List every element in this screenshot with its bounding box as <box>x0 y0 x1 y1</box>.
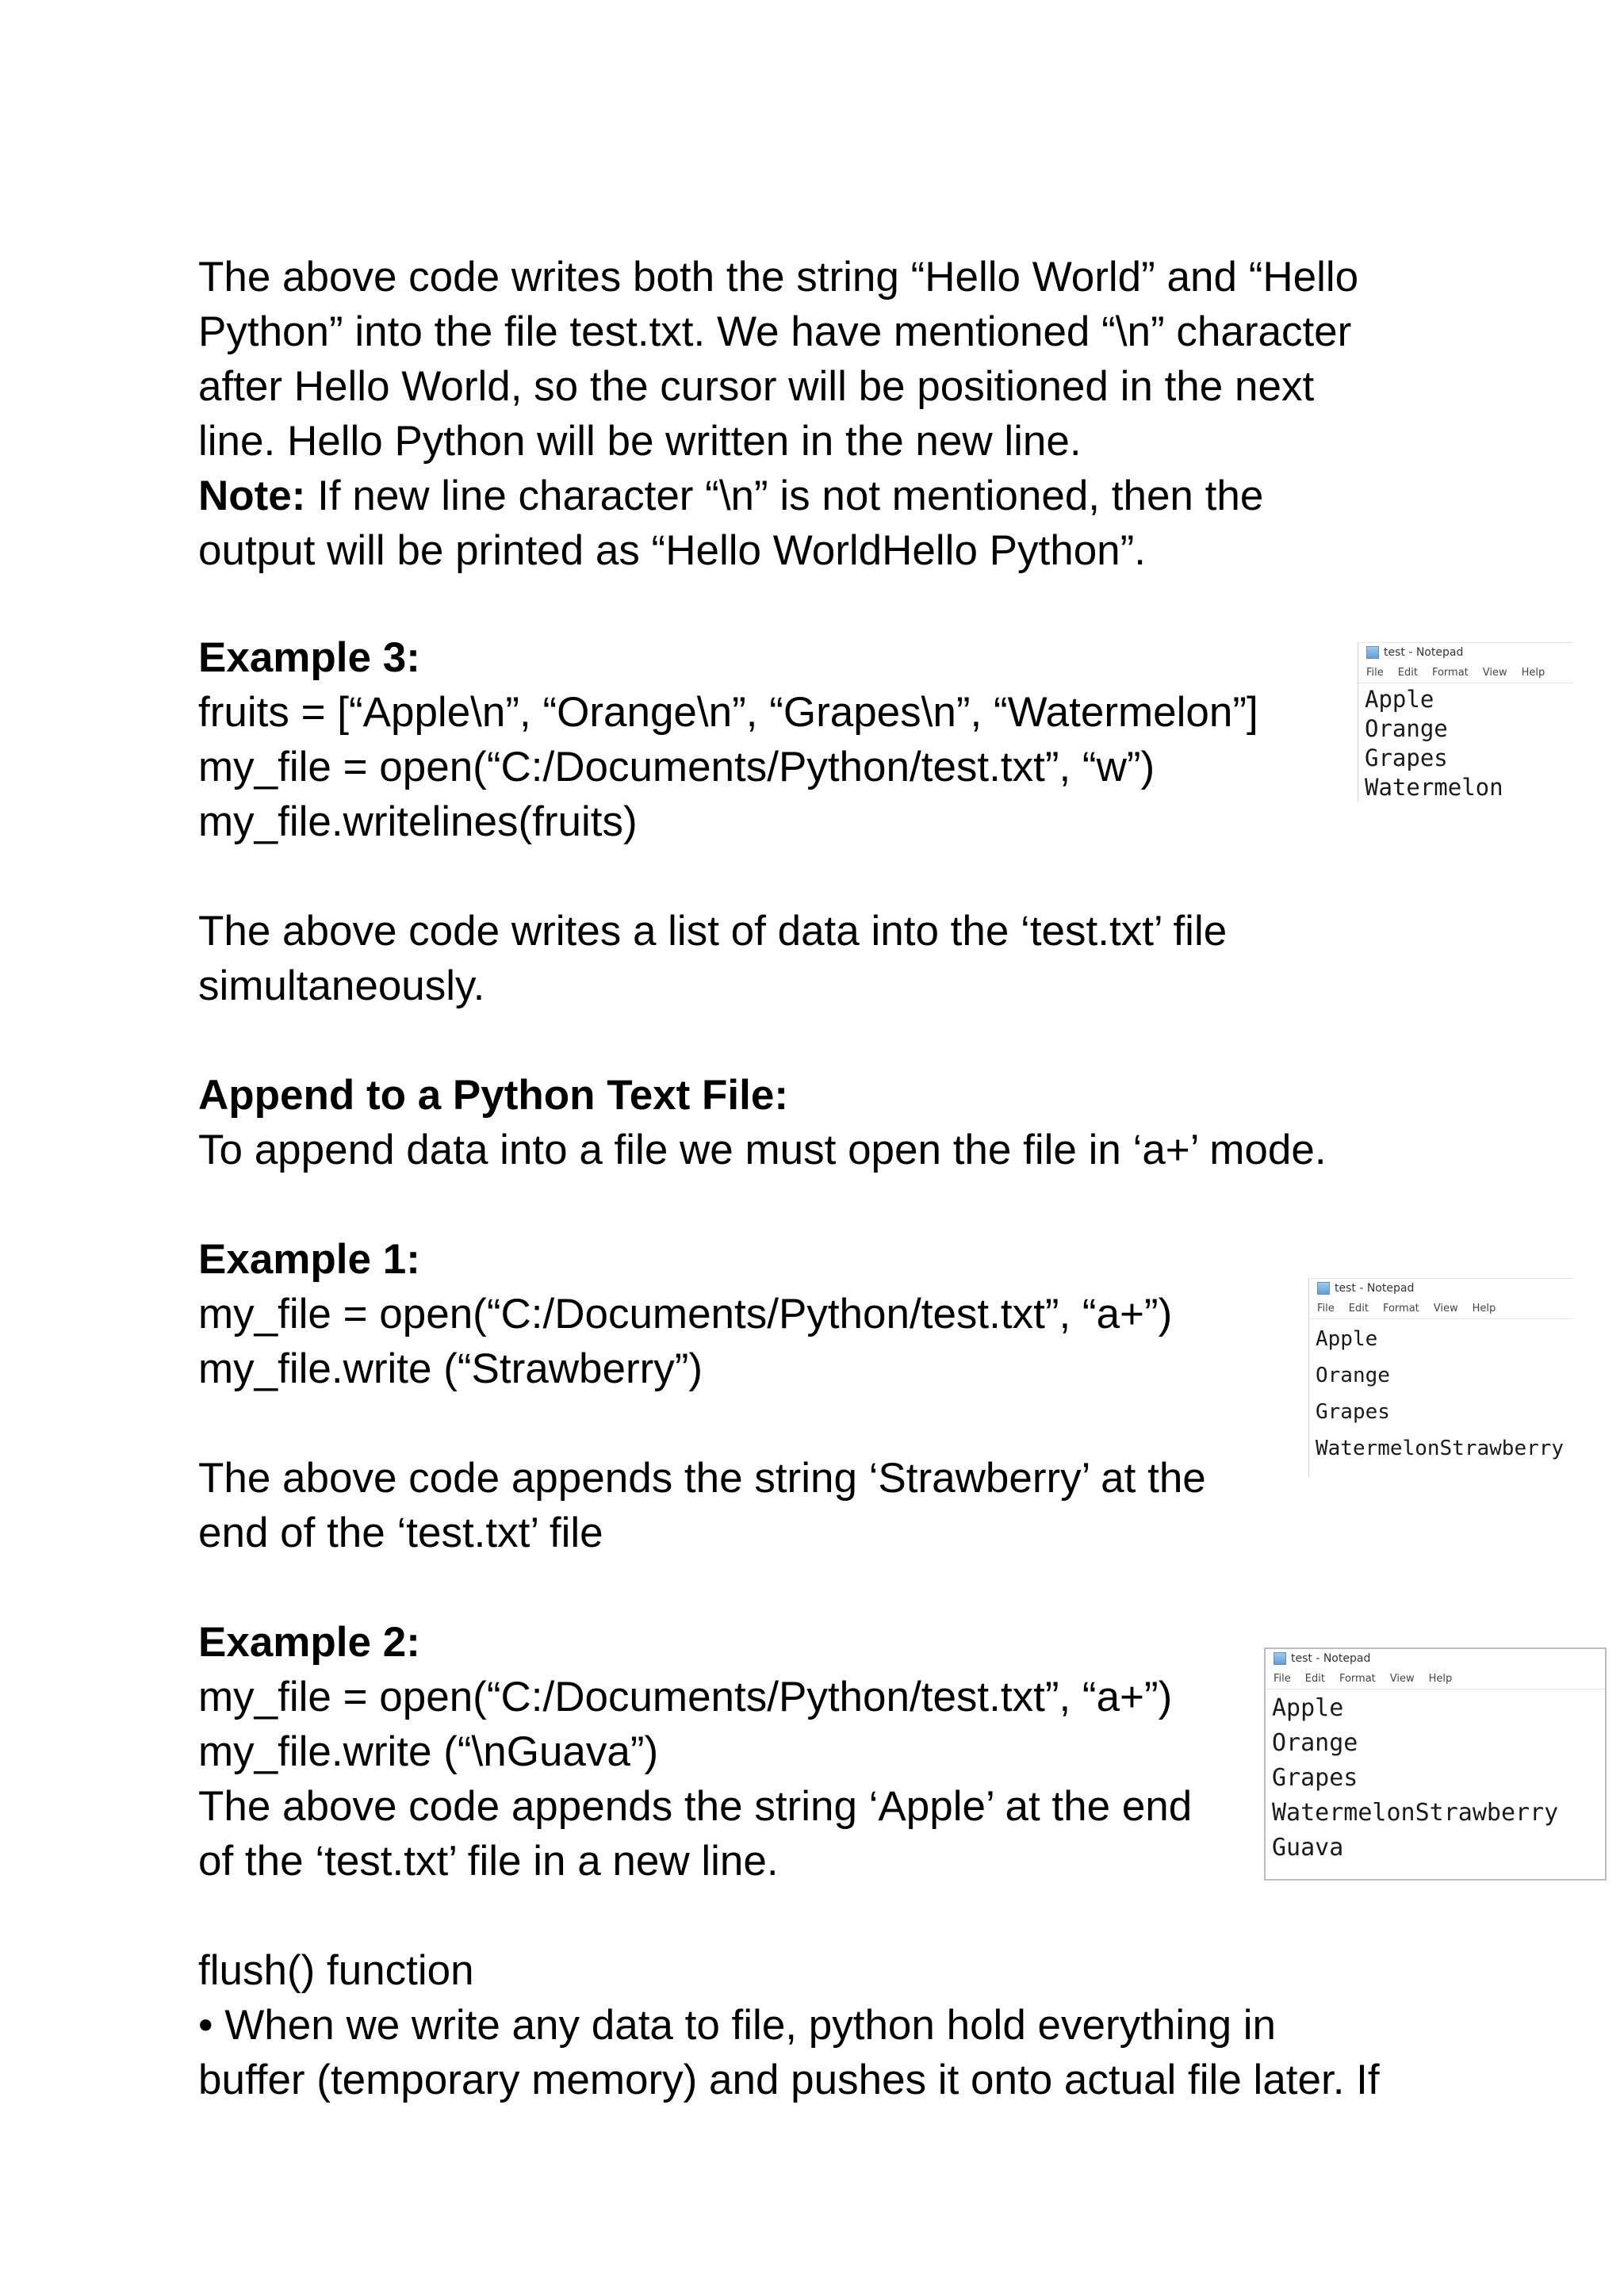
notepad-title: test - Notepad <box>1335 1282 1415 1295</box>
notepad-titlebar <box>1358 643 1572 662</box>
code-line: my_file = open(“C:/Documents/Python/test.txt”, “a+”) <box>198 1291 1173 1337</box>
example3-heading: Example 3: <box>198 634 420 681</box>
example1-heading: Example 1: <box>198 1236 420 1283</box>
body-text-line: • When we write any data to file, python hold everything in <box>198 2002 1277 2049</box>
body-text-line: output will be printed as “Hello WorldHello Python”. <box>198 527 1147 574</box>
notepad-line: Grapes <box>1365 744 1448 771</box>
menu-file: File <box>1317 1302 1335 1314</box>
body-text-line: Python” into the file test.txt. We have mentioned “\n” character <box>198 308 1352 355</box>
notepad-screenshot-1 <box>1358 642 1572 802</box>
body-text-line: The above code writes both the string “Hello World” and “Hello <box>198 254 1359 300</box>
code-line: my_file = open(“C:/Documents/Python/test.txt”, “w”) <box>198 744 1155 790</box>
notepad-icon <box>1366 646 1379 659</box>
notepad-titlebar <box>1309 1279 1572 1298</box>
notepad-line: Orange <box>1316 1364 1390 1387</box>
menu-file: File <box>1274 1672 1291 1685</box>
menu-format: Format <box>1339 1672 1376 1685</box>
menu-edit: Edit <box>1397 666 1418 679</box>
body-text-line: end of the ‘test.txt’ file <box>198 1510 603 1556</box>
notepad-line: Grapes <box>1272 1764 1358 1792</box>
flush-heading: flush() function <box>198 1947 474 1994</box>
menu-edit: Edit <box>1304 1672 1325 1685</box>
menu-help: Help <box>1521 666 1545 679</box>
notepad-line: Apple <box>1272 1694 1344 1722</box>
example2-heading: Example 2: <box>198 1619 420 1666</box>
notepad-line: Orange <box>1272 1729 1358 1757</box>
body-text-line: of the ‘test.txt’ file in a new line. <box>198 1838 779 1885</box>
menu-format: Format <box>1431 666 1469 679</box>
notepad-menubar <box>1309 1298 1572 1319</box>
notepad-line: Orange <box>1365 715 1448 742</box>
body-text-line: The above code appends the string ‘Apple’ at the end <box>198 1783 1193 1830</box>
notepad-line: Apple <box>1365 686 1434 713</box>
notepad-line: Apple <box>1316 1327 1378 1351</box>
note-line <box>198 469 1263 523</box>
code-line: my_file.write (“\nGuava”) <box>198 1728 659 1775</box>
notepad-title: test - Notepad <box>1291 1652 1371 1665</box>
body-text-line: after Hello World, so the cursor will be positioned in the next <box>198 363 1315 410</box>
append-heading: Append to a Python Text File: <box>198 1072 788 1119</box>
code-line: my_file.writelines(fruits) <box>198 798 638 845</box>
body-text-line: The above code writes a list of data into the ‘test.txt’ file <box>198 908 1228 955</box>
notepad-title: test - Notepad <box>1384 646 1464 659</box>
notepad-content <box>1358 683 1572 802</box>
menu-edit: Edit <box>1348 1302 1369 1314</box>
notepad-icon <box>1317 1282 1330 1295</box>
notepad-screenshot-2 <box>1308 1278 1572 1477</box>
menu-help: Help <box>1428 1672 1453 1685</box>
note-label: Note: <box>198 473 306 519</box>
code-line: my_file.write (“Strawberry”) <box>198 1345 703 1392</box>
menu-help: Help <box>1472 1302 1496 1314</box>
notepad-titlebar <box>1266 1649 1605 1668</box>
notepad-line: Grapes <box>1316 1400 1390 1424</box>
notepad-line: Watermelon <box>1365 774 1503 801</box>
menu-view: View <box>1389 1672 1415 1685</box>
notepad-line: WatermelonStrawberry <box>1272 1799 1559 1827</box>
menu-format: Format <box>1382 1302 1419 1314</box>
notepad-icon <box>1274 1652 1286 1665</box>
notepad-content <box>1309 1319 1572 1467</box>
notepad-content <box>1266 1689 1605 1866</box>
body-text-line: buffer (temporary memory) and pushes it onto actual file later. If <box>198 2057 1380 2103</box>
menu-view: View <box>1482 666 1507 679</box>
menu-view: View <box>1433 1302 1458 1314</box>
notepad-screenshot-3 <box>1264 1647 1607 1881</box>
body-text-line: line. Hello Python will be written in the new line. <box>198 418 1082 465</box>
body-text-line: To append data into a file we must open the file in ‘a+’ mode. <box>198 1127 1327 1173</box>
note-text: If new line character “\n” is not mentioned, then the <box>305 473 1264 519</box>
notepad-menubar <box>1358 662 1572 683</box>
body-text-line: The above code appends the string ‘Strawberry’ at the <box>198 1455 1206 1502</box>
body-text-line: simultaneously. <box>198 962 485 1009</box>
menu-file: File <box>1366 666 1384 679</box>
notepad-line: Guava <box>1272 1834 1344 1862</box>
code-line: fruits = [“Apple\n”, “Orange\n”, “Grapes\n”, “Watermelon”] <box>198 689 1258 736</box>
code-line: my_file = open(“C:/Documents/Python/test.txt”, “a+”) <box>198 1674 1173 1720</box>
notepad-menubar <box>1266 1668 1605 1689</box>
notepad-line: WatermelonStrawberry <box>1316 1437 1565 1460</box>
